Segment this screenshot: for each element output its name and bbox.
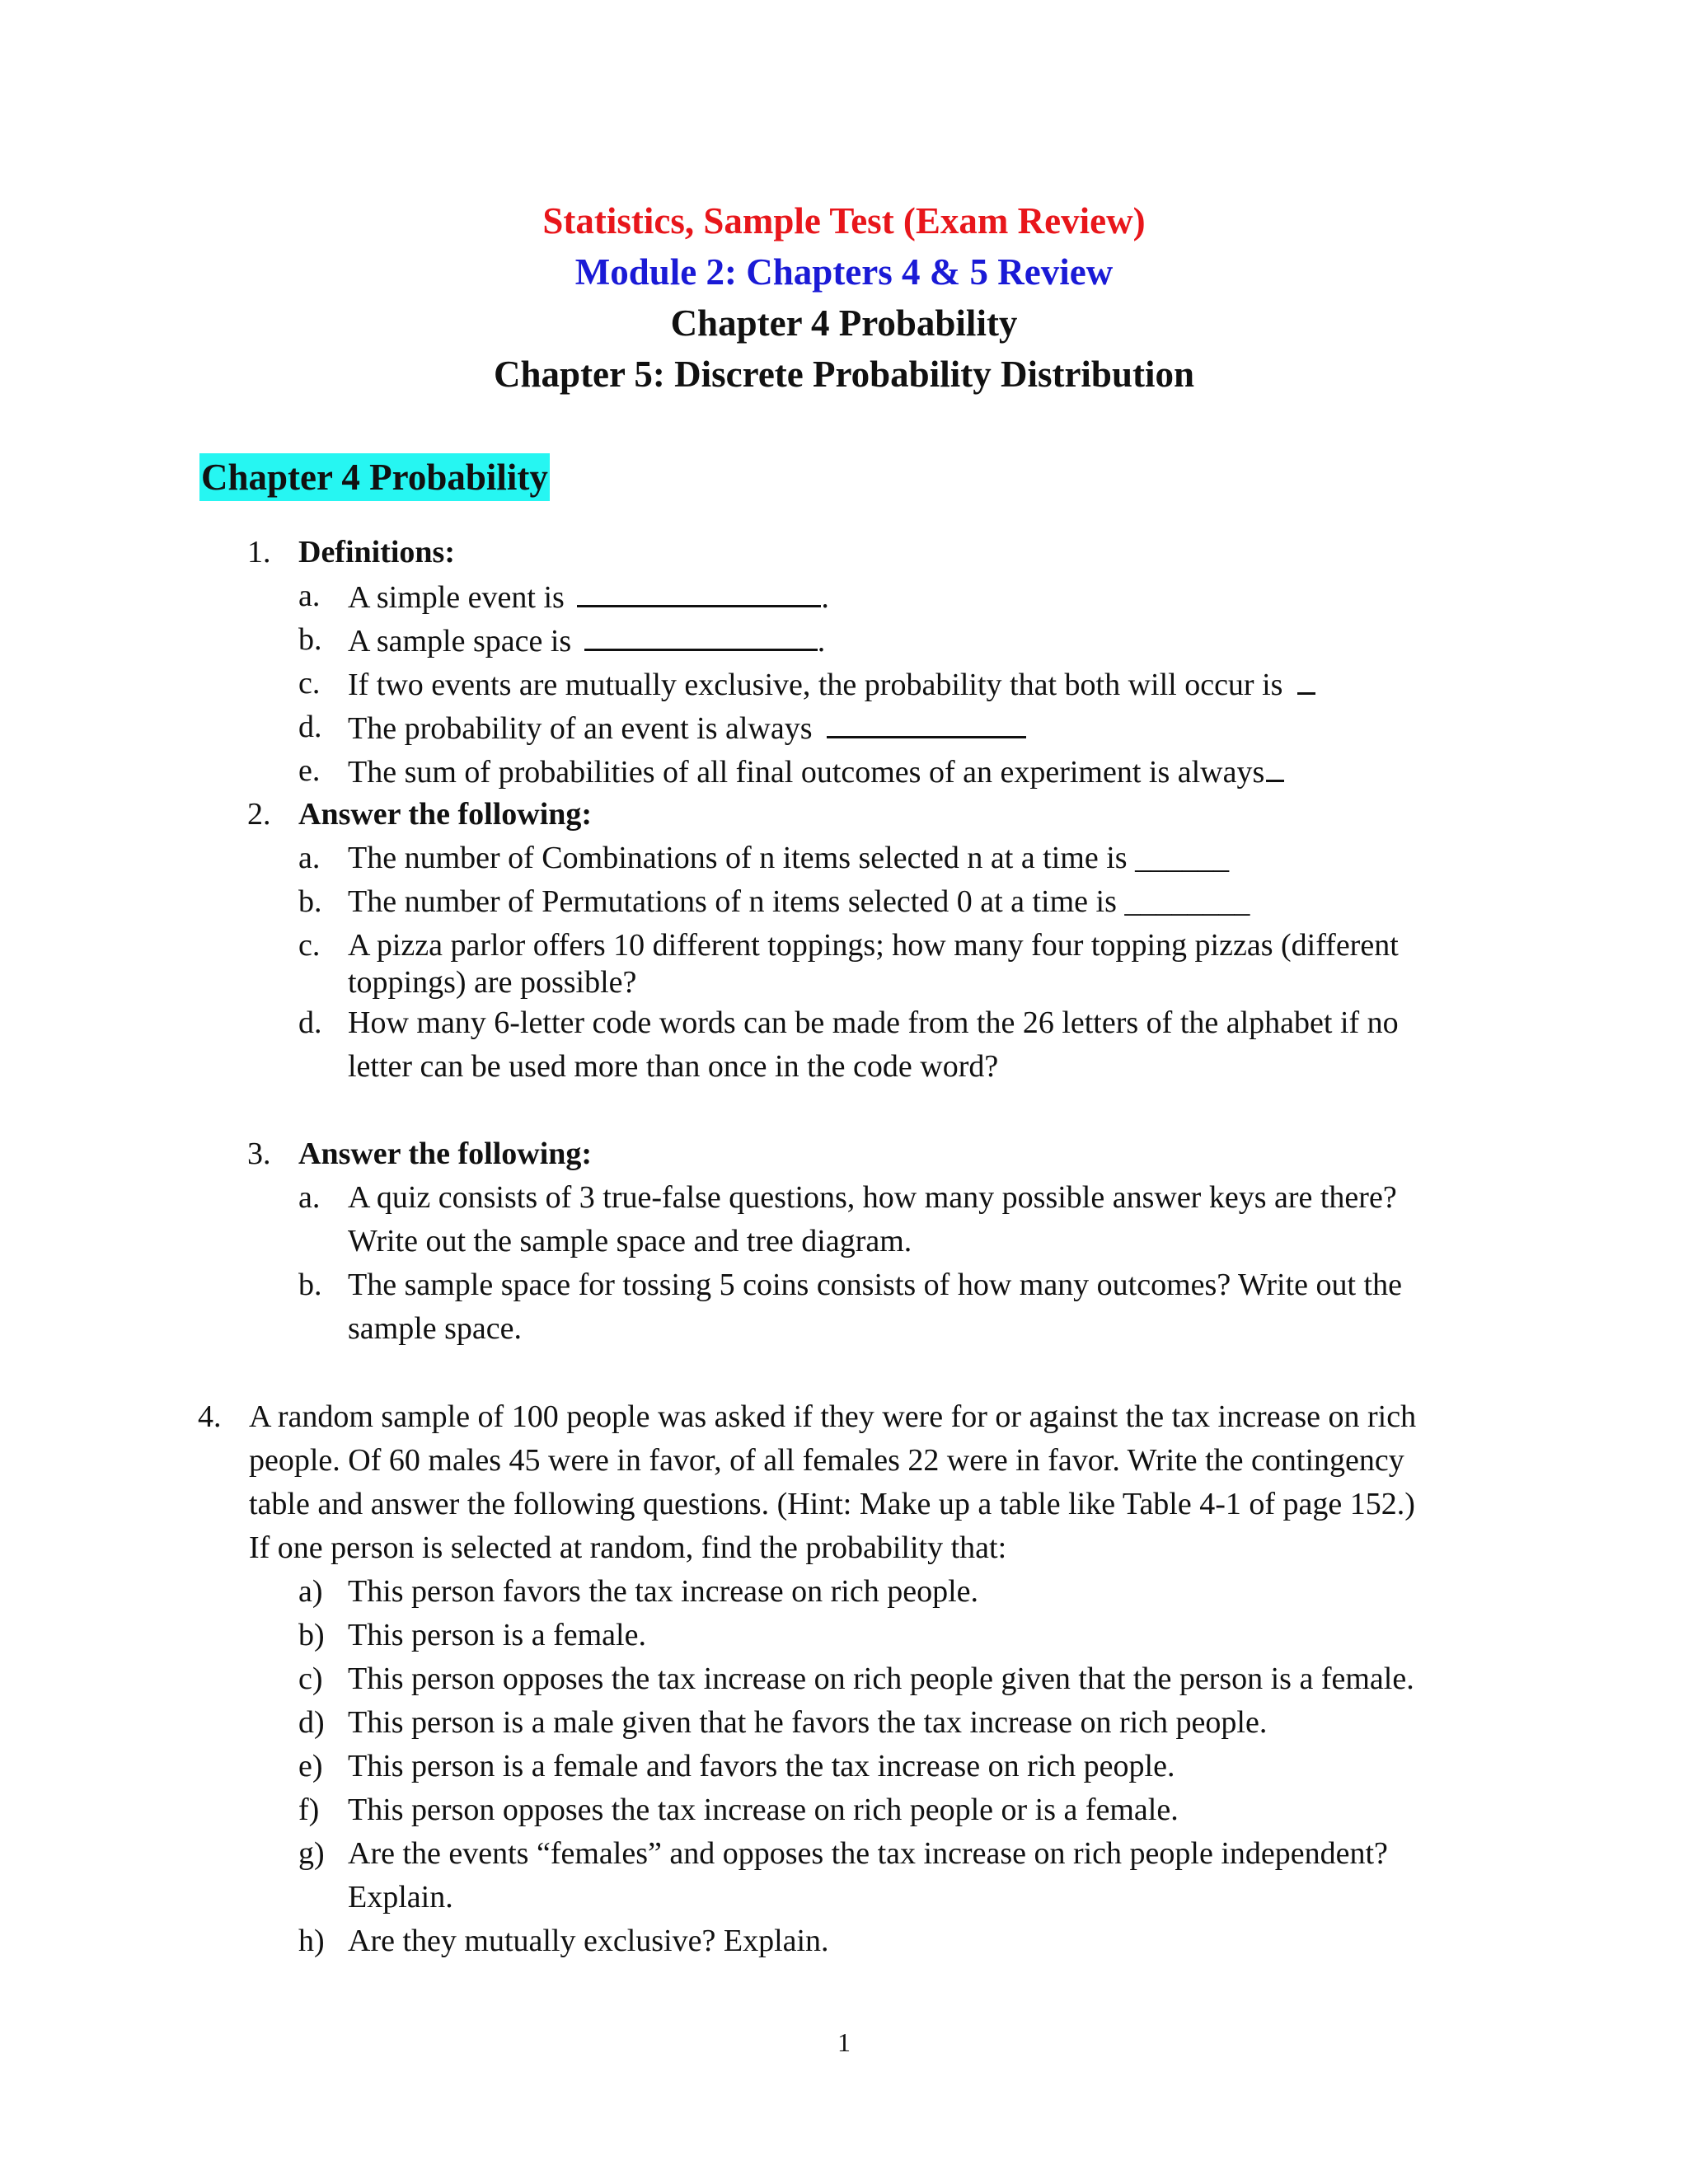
answer-blank bbox=[1266, 750, 1284, 782]
q4-paragraph-line4: If one person is selected at random, find the probability that: bbox=[249, 1530, 1007, 1565]
q3-item-b-letter: b. bbox=[298, 1268, 322, 1302]
q4-item-b: This person is a female. bbox=[348, 1618, 646, 1652]
q2-item-d-line2: letter can be used more than once in the code word? bbox=[348, 1049, 999, 1084]
q4-paragraph-line3: table and answer the following questions. (Hint: Make up a table like Table 4-1 of page 152.) bbox=[249, 1487, 1415, 1521]
q4-item-g-letter: g) bbox=[298, 1836, 325, 1871]
question-2-number: 2. bbox=[247, 797, 271, 832]
q1-item-b: A sample space is . bbox=[348, 619, 825, 662]
q3-item-a-letter: a. bbox=[298, 1180, 321, 1215]
q4-item-c: This person opposes the tax increase on rich people given that the person is a female. bbox=[348, 1661, 1414, 1696]
q4-item-g-line1: Are the events “females” and opposes the tax increase on rich people independent? bbox=[348, 1836, 1388, 1871]
q1-item-b-letter: b. bbox=[298, 622, 322, 657]
q2-item-b-letter: b. bbox=[298, 884, 322, 919]
q4-item-b-letter: b) bbox=[298, 1618, 325, 1652]
q2-item-d-line1: How many 6-letter code words can be made from the 26 letters of the alphabet if no bbox=[348, 1005, 1399, 1040]
q4-item-h: Are they mutually exclusive? Explain. bbox=[348, 1924, 829, 1958]
q4-item-f-letter: f) bbox=[298, 1793, 320, 1827]
q4-item-e-letter: e) bbox=[298, 1749, 323, 1783]
q1-item-a: A simple event is . bbox=[348, 575, 829, 618]
q1-item-d-letter: d. bbox=[298, 710, 322, 744]
question-4-number: 4. bbox=[198, 1399, 222, 1434]
q2-item-a-letter: a. bbox=[298, 841, 321, 875]
q4-item-g-line2: Explain. bbox=[348, 1880, 453, 1915]
answer-blank bbox=[577, 575, 821, 607]
q2-item-b: The number of Permutations of n items selected 0 at a time is ________ bbox=[348, 884, 1250, 919]
q2-item-c-line2: toppings) are possible? bbox=[348, 965, 637, 1000]
chapter4-title: Chapter 4 Probability bbox=[670, 302, 1018, 344]
q1-item-c-letter: c. bbox=[298, 666, 321, 701]
question-3-number: 3. bbox=[247, 1137, 271, 1171]
question-1-number: 1. bbox=[247, 535, 271, 569]
q3-item-a-line2: Write out the sample space and tree diagram. bbox=[348, 1224, 912, 1258]
section-heading-chapter4: Chapter 4 Probability bbox=[199, 453, 550, 501]
q1-item-c: If two events are mutually exclusive, the probability that both will occur is bbox=[348, 663, 1315, 705]
answer-blank bbox=[827, 706, 1026, 738]
q3-item-b-line1: The sample space for tossing 5 coins consists of how many outcomes? Write out the bbox=[348, 1268, 1402, 1302]
q2-item-a: The number of Combinations of n items selected n at a time is ______ bbox=[348, 841, 1230, 875]
module-title: Module 2: Chapters 4 & 5 Review bbox=[574, 251, 1114, 293]
q1-item-e-letter: e. bbox=[298, 753, 321, 788]
q4-item-c-letter: c) bbox=[298, 1661, 323, 1696]
answer-blank bbox=[1297, 663, 1315, 695]
document-title: Statistics, Sample Test (Exam Review) bbox=[542, 200, 1146, 241]
question-3-heading: Answer the following: bbox=[298, 1137, 593, 1171]
q2-item-c-line1: A pizza parlor offers 10 different toppings; how many four topping pizzas (different bbox=[348, 928, 1399, 963]
q1-item-a-letter: a. bbox=[298, 579, 321, 613]
chapter5-title: Chapter 5: Discrete Probability Distribution bbox=[494, 354, 1194, 395]
q4-item-d: This person is a male given that he favors the tax increase on rich people. bbox=[348, 1705, 1268, 1740]
q4-item-e: This person is a female and favors the tax increase on rich people. bbox=[348, 1749, 1175, 1783]
q2-item-c-letter: c. bbox=[298, 928, 321, 963]
q3-item-a-line1: A quiz consists of 3 true-false questions, how many possible answer keys are there? bbox=[348, 1180, 1397, 1215]
q4-item-f: This person opposes the tax increase on rich people or is a female. bbox=[348, 1793, 1179, 1827]
question-1-heading: Definitions: bbox=[298, 535, 455, 569]
q4-paragraph-line2: people. Of 60 males 45 were in favor, of all females 22 were in favor. Write the contingency bbox=[249, 1443, 1404, 1478]
q2-item-d-letter: d. bbox=[298, 1005, 322, 1040]
answer-blank bbox=[584, 619, 818, 651]
question-2-heading: Answer the following: bbox=[298, 797, 593, 832]
q4-item-a: This person favors the tax increase on rich people. bbox=[348, 1574, 979, 1609]
q3-item-b-line2: sample space. bbox=[348, 1311, 523, 1346]
q4-paragraph-line1: A random sample of 100 people was asked if they were for or against the tax increase on rich bbox=[249, 1399, 1417, 1434]
q4-item-a-letter: a) bbox=[298, 1574, 323, 1609]
q4-item-d-letter: d) bbox=[298, 1705, 325, 1740]
q1-item-d: The probability of an event is always bbox=[348, 706, 1026, 749]
q1-item-e: The sum of probabilities of all final outcomes of an experiment is always bbox=[348, 750, 1284, 793]
page-number: 1 bbox=[837, 2027, 851, 2057]
q4-item-h-letter: h) bbox=[298, 1924, 325, 1958]
